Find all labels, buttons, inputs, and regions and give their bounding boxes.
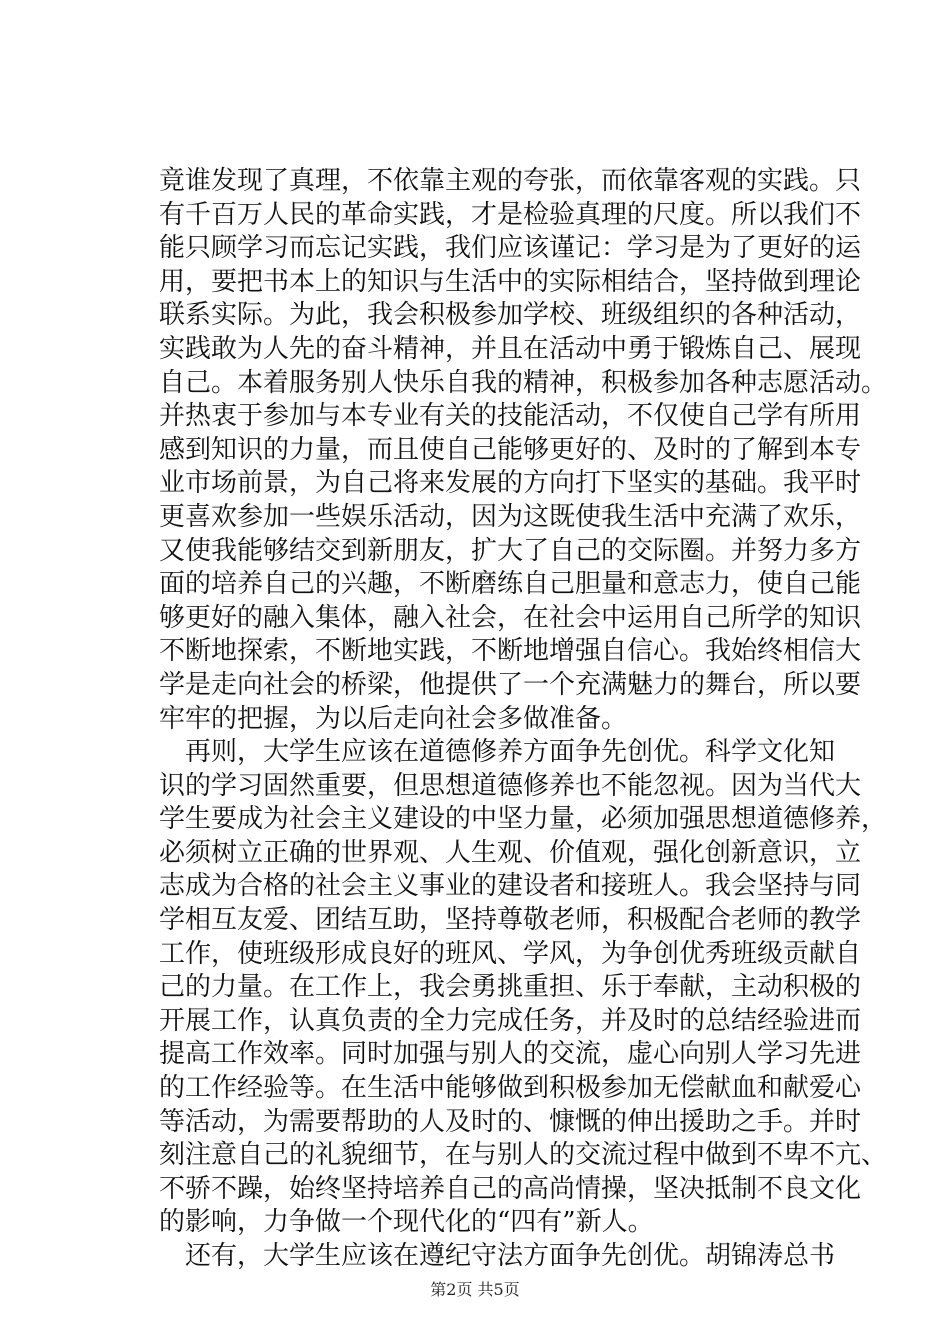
text-line: 不骄不躁，始终坚持培养自己的高尚情操，坚决抵制不良文化 — [159, 1173, 862, 1204]
document-body — [159, 165, 888, 1274]
text-line: 面的培养自己的兴趣，不断磨练自己胆量和意志力，使自己能 — [159, 569, 862, 600]
text-line: 业市场前景，为自己将来发展的方向打下坚实的基础。我平时 — [159, 468, 862, 499]
text-line: 开展工作，认真负责的全力完成任务，并及时的总结经验进而 — [159, 1005, 862, 1036]
text-line: 己的力量。在工作上，我会勇挑重担、乐于奉献，主动积极的 — [159, 972, 862, 1003]
text-line: 志成为合格的社会主义事业的建设者和接班人。我会坚持与同 — [159, 871, 862, 902]
text-line: 学生要成为社会主义建设的中坚力量，必须加强思想道德修养， — [159, 804, 888, 835]
text-line: 等活动，为需要帮助的人及时的、慷慨的伸出援助之手。并时 — [159, 1106, 862, 1137]
text-line: 有千百万人民的革命实践，才是检验真理的尺度。所以我们不 — [159, 199, 862, 230]
text-line: 联系实际。为此，我会积极参加学校、班级组织的各种活动， — [159, 300, 862, 331]
text-line: 工作，使班级形成良好的班风、学风，为争创优秀班级贡献自 — [159, 938, 862, 969]
text-line: 感到知识的力量，而且使自己能够更好的、及时的了解到本专 — [159, 434, 862, 465]
text-line: 够更好的融入集体，融入社会，在社会中运用自己所学的知识 — [159, 602, 862, 633]
text-line: 牢牢的把握，为以后走向社会多做准备。 — [159, 703, 628, 734]
text-line: 竟谁发现了真理，不依靠主观的夸张，而依靠客观的实践。只 — [159, 166, 862, 196]
text-line: 实践敢为人先的奋斗精神，并且在活动中勇于锻炼自己、展现 — [159, 333, 862, 364]
text-line: 用，要把书本上的知识与生活中的实际相结合，坚持做到理论 — [159, 266, 862, 297]
text-line: 能只顾学习而忘记实践，我们应该谨记：学习是为了更好的运 — [159, 233, 862, 264]
paragraph-first-line: 再则，大学生应该在道德修养方面争先创优。科学文化知 — [185, 737, 836, 768]
text-line: 的影响，力争做一个现代化的“四有”新人。 — [159, 1207, 654, 1238]
text-line: 并热衷于参加与本专业有关的技能活动，不仅使自己学有所用 — [159, 401, 862, 432]
text-line: 必须树立正确的世界观、人生观、价值观，强化创新意识，立 — [159, 837, 862, 868]
text-line: 不断地探索，不断地实践，不断地增强自信心。我始终相信大 — [159, 636, 862, 667]
paragraph-first-line: 还有，大学生应该在遵纪守法方面争先创优。胡锦涛总书 — [185, 1241, 836, 1271]
text-line: 学相互友爱、团结互助，坚持尊敬老师，积极配合老师的教学 — [159, 905, 862, 936]
text-line: 的工作经验等。在生活中能够做到积极参加无偿献血和献爱心 — [159, 1073, 862, 1104]
text-line: 识的学习固然重要，但思想道德修养也不能忽视。因为当代大 — [159, 770, 862, 801]
text-line: 更喜欢参加一些娱乐活动，因为这既使我生活中充满了欢乐， — [159, 501, 862, 532]
text-line: 又使我能够结交到新朋友，扩大了自己的交际圈。并努力多方 — [159, 535, 862, 566]
text-line: 自己。本着服务别人快乐自我的精神，积极参加各种志愿活动。 — [159, 367, 888, 398]
page-number-footer: 第2页 共5页 — [430, 1280, 520, 1299]
text-line: 学是走向社会的桥梁，他提供了一个充满魅力的舞台，所以要 — [159, 669, 862, 700]
text-line: 刻注意自己的礼貌细节，在与别人的交流过程中做到不卑不亢、 — [159, 1140, 888, 1171]
text-line: 提高工作效率。同时加强与别人的交流，虚心向别人学习先进 — [159, 1039, 862, 1070]
